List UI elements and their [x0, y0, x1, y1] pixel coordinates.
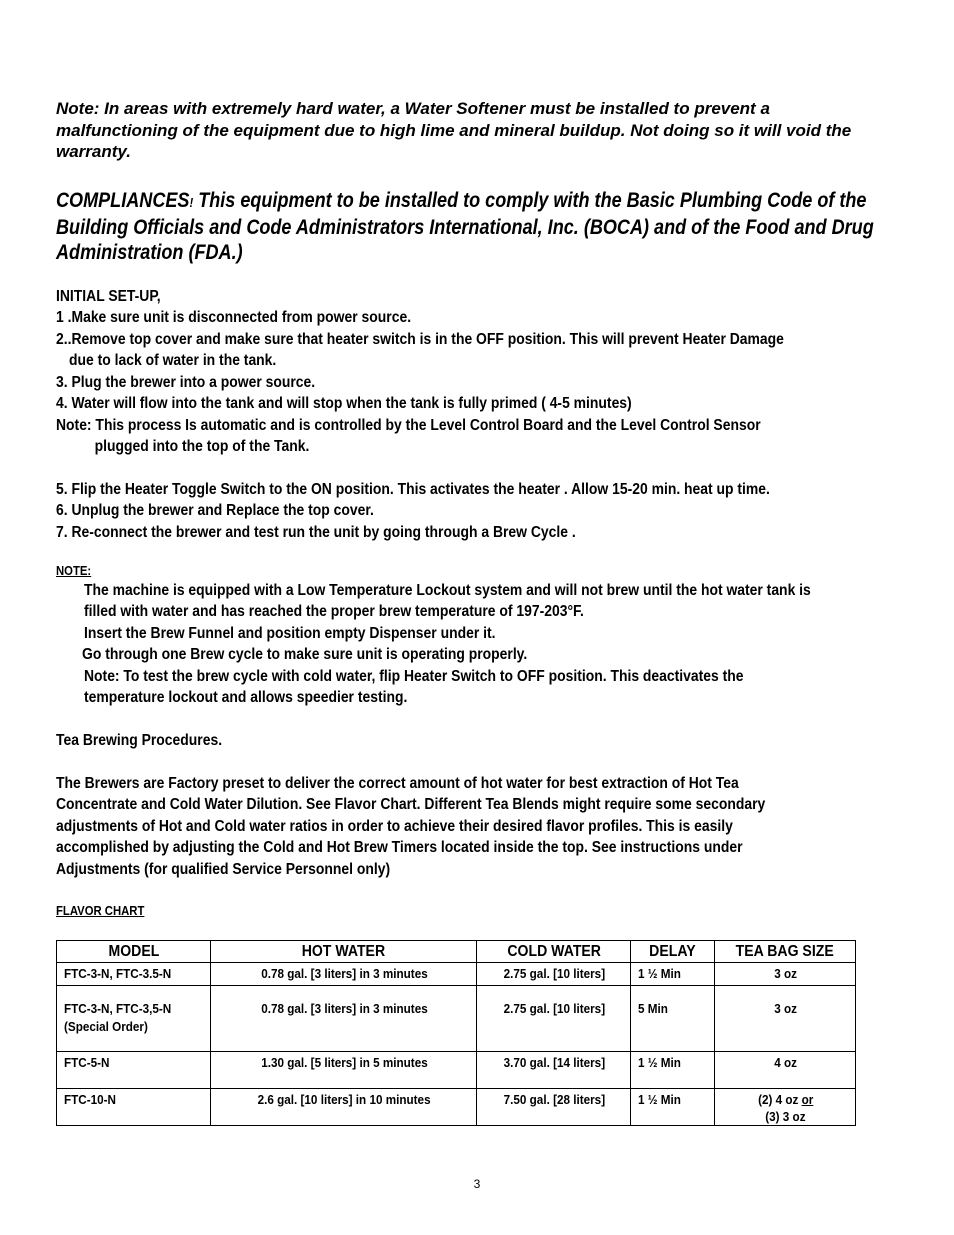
tea-line-2: Concentrate and Cold Water Dilution. See Flavor Chart. Different Tea Blends might require some secondary [56, 796, 766, 813]
table-row [57, 1089, 856, 1126]
table-row [57, 963, 856, 986]
cell-model: FTC-10-N [57, 1089, 211, 1126]
cell-model: FTC-3-N, FTC-3.5-N [57, 963, 211, 986]
cell-cold: 2.75 gal. [10 liters] [477, 986, 631, 1052]
cell-bag: (2) 4 oz or (3) 3 oz [715, 1089, 856, 1126]
tea-heading: Tea Brewing Procedures. [56, 732, 223, 749]
cell-delay: 5 Min [631, 986, 715, 1052]
cell-hot: 1.30 gal. [5 liters] in 5 minutes [210, 1052, 477, 1089]
compliances-mark: ! [189, 195, 194, 210]
cell-bag: 3 oz [715, 986, 856, 1052]
setup-step-7: 7. Re-connect the brewer and test run the unit by going through a Brew Cycle . [56, 524, 576, 541]
cell-model: FTC-5-N [57, 1052, 211, 1089]
setup-step-2-cont: due to lack of water in the tank. [69, 352, 277, 369]
table-row [57, 1052, 856, 1089]
warning-note: Note: In areas with extremely hard water, a Water Softener must be installed to prevent a malfunctioning of the equipment due to high lime and mineral buildup. Not doing so it will void the warranty. [56, 99, 852, 161]
cell-bag: 4 oz [715, 1052, 856, 1089]
setup-note: Note: This process Is automatic and is controlled by the Level Control Board and the Level Control Sensor [56, 417, 761, 434]
compliances-paragraph [56, 188, 916, 265]
setup-step-3: 3. Plug the brewer into a power source. [56, 374, 316, 391]
tea-line-3: adjustments of Hot and Cold water ratios in order to achieve their desired flavor profiles. This is easily [56, 818, 733, 835]
cell-bag: 3 oz [715, 963, 856, 986]
note-line-2: filled with water and has reached the proper brew temperature of 197-203°F. [84, 603, 584, 620]
initial-setup-heading: INITIAL SET-UP, [56, 288, 161, 305]
cell-delay: 1 ½ Min [631, 1089, 715, 1126]
compliances-text: This equipment to be installed to comply with the Basic Plumbing Code of the Building Officials and Code Administrators International, Inc. (BOCA) and of the Food and Drug Administration (FDA.) [56, 189, 874, 264]
cell-cold: 2.75 gal. [10 liters] [477, 963, 631, 986]
table-row [57, 986, 856, 1052]
note-heading: NOTE: [56, 563, 92, 578]
header-cold-water: COLD WATER [477, 941, 631, 963]
cell-hot: 0.78 gal. [3 liters] in 3 minutes [210, 986, 477, 1052]
page-number: 3 [473, 1177, 481, 1191]
header-tea-bag-size: TEA BAG SIZE [715, 941, 856, 963]
tea-line-4: accomplished by adjusting the Cold and Hot Brew Timers located inside the top. See instructions under [56, 839, 743, 856]
setup-step-2: 2..Remove top cover and make sure that heater switch is in the OFF position. This will prevent Heater Damage [56, 331, 784, 348]
cell-hot: 2.6 gal. [10 liters] in 10 minutes [210, 1089, 477, 1126]
cell-cold: 3.70 gal. [14 liters] [477, 1052, 631, 1089]
tea-line-1: The Brewers are Factory preset to deliver the correct amount of hot water for best extraction of Hot Tea [56, 775, 739, 792]
note-line-3: Insert the Brew Funnel and position empty Dispenser under it. [84, 625, 496, 642]
cell-delay: 1 ½ Min [631, 1052, 715, 1089]
setup-step-6: 6. Unplug the brewer and Replace the top cover. [56, 502, 374, 519]
note-line-1: The machine is equipped with a Low Temperature Lockout system and will not brew until the hot water tank is [84, 582, 811, 599]
cell-delay: 1 ½ Min [631, 963, 715, 986]
setup-step-4: 4. Water will flow into the tank and will stop when the tank is fully primed ( 4-5 minutes) [56, 395, 632, 412]
cell-hot: 0.78 gal. [3 liters] in 3 minutes [210, 963, 477, 986]
note-line-5: Note: To test the brew cycle with cold water, flip Heater Switch to OFF position. This deactivates the [84, 668, 744, 685]
compliances-heading: COMPLIANCES [56, 189, 190, 212]
flavor-chart-heading: FLAVOR CHART [56, 903, 145, 918]
tea-line-5: Adjustments (for qualified Service Personnel only) [56, 861, 391, 878]
note-line-4: Go through one Brew cycle to make sure unit is operating properly. [82, 646, 528, 663]
setup-step-5: 5. Flip the Heater Toggle Switch to the ON position. This activates the heater . Allow 15-20 min. heat up time. [56, 481, 770, 498]
cell-cold: 7.50 gal. [28 liters] [477, 1089, 631, 1126]
header-delay: DELAY [631, 941, 715, 963]
note-line-6: temperature lockout and allows speedier testing. [84, 689, 408, 706]
header-model: MODEL [57, 941, 211, 963]
setup-step-1: 1 .Make sure unit is disconnected from power source. [56, 309, 412, 326]
setup-note-cont: plugged into the top of the Tank. [56, 438, 310, 455]
header-hot-water: HOT WATER [210, 941, 477, 963]
flavor-chart-table [56, 940, 856, 1126]
cell-model: FTC-3-N, FTC-3,5-N (Special Order) [57, 986, 211, 1052]
table-header-row [57, 941, 856, 963]
